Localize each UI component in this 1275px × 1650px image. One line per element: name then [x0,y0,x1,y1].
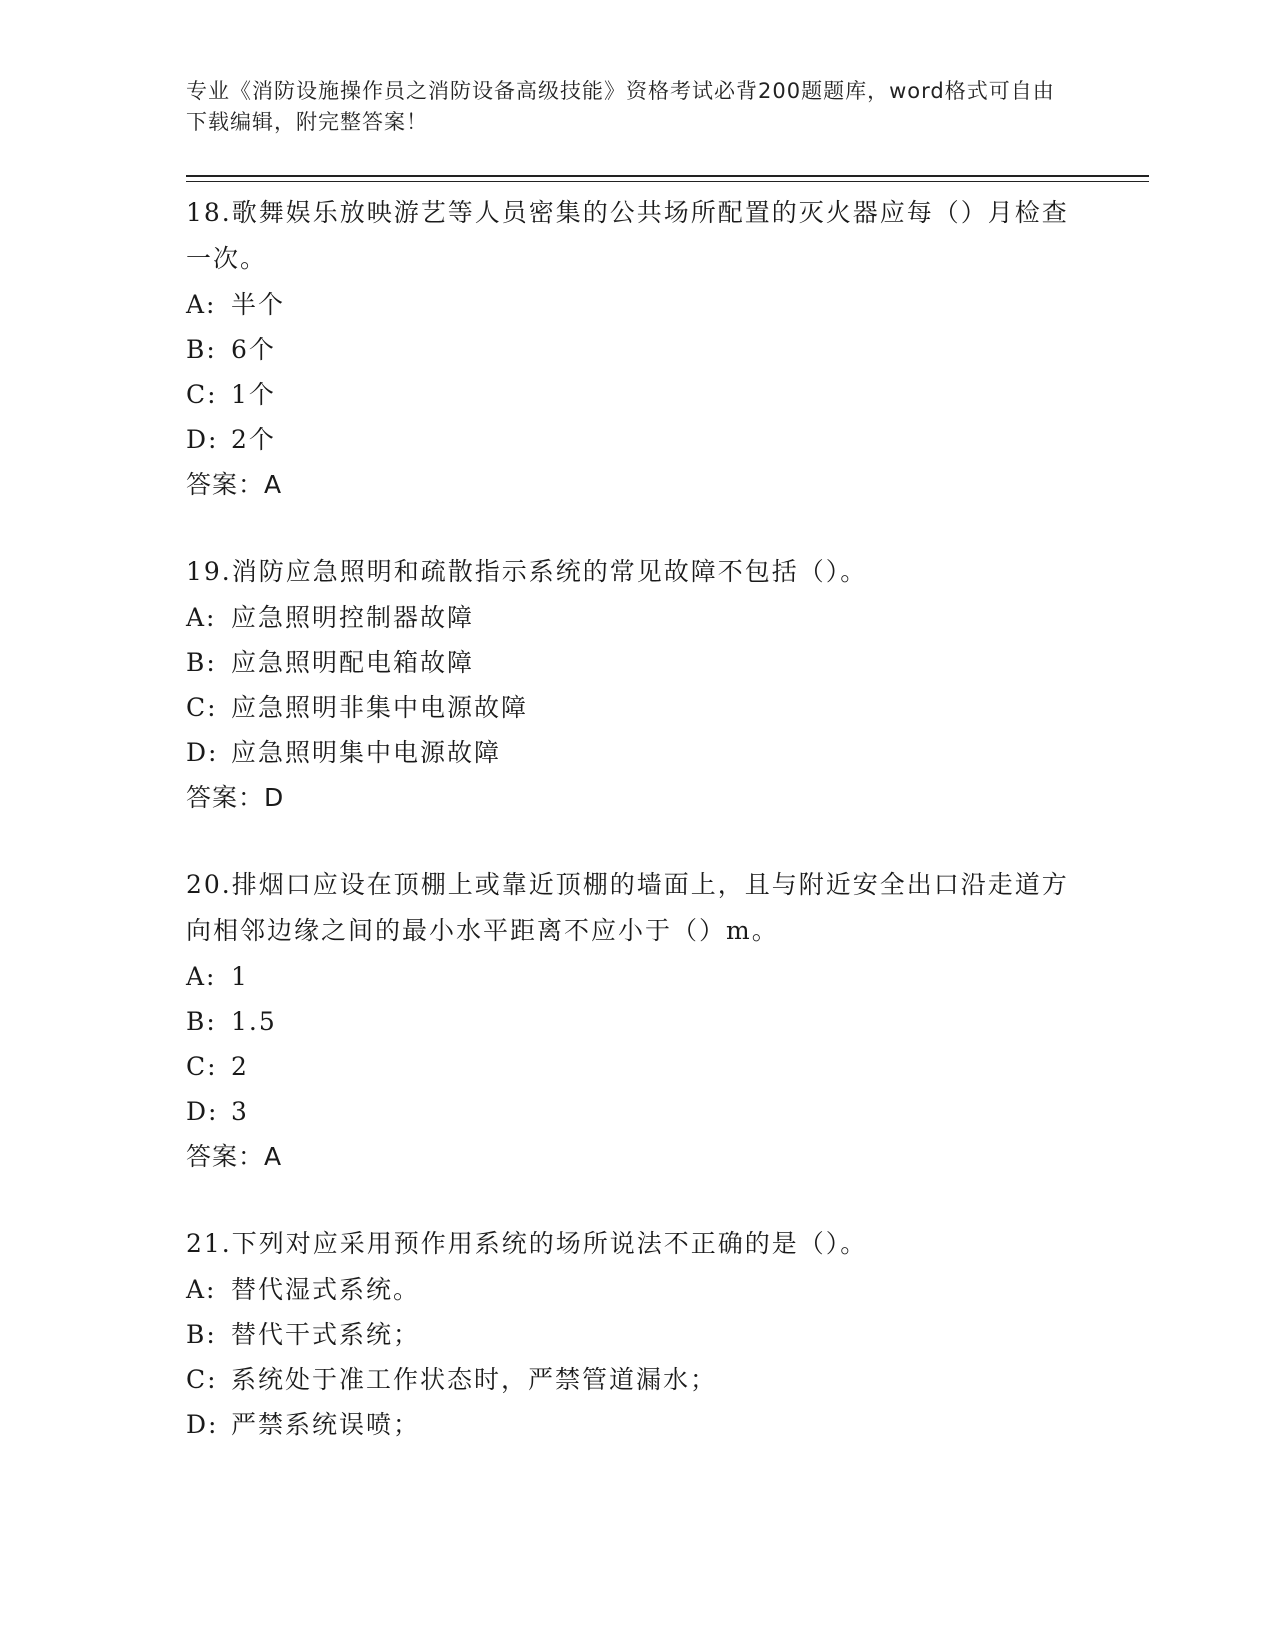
question-21 [186,1221,1086,1447]
option-text: 应急照明配电箱故障 [231,648,475,677]
option-c [186,685,1086,730]
question-stem: 18.歌舞娱乐放映游艺等人员密集的公共场所配置的灭火器应每（）月检查一次。 [186,198,1069,273]
question-stem: 21.下列对应采用预作用系统的场所说法不正确的是（）。 [186,1229,868,1258]
option-letter: B: [186,1320,217,1349]
question-19 [186,549,1086,820]
header-divider-thick [186,175,1149,177]
option-text: 3 [231,1097,249,1126]
option-text: 2个 [231,425,276,454]
option-b [186,640,1086,685]
option-letter: D: [186,425,219,454]
document-header: 专业《消防设施操作员之消防设备高级技能》资格考试必背200题题库，word格式可自由下载编辑，附完整答案！ [186,79,1055,134]
option-letter: C: [186,1052,218,1081]
option-c [186,1357,1086,1402]
option-b [186,1312,1086,1357]
question-list [186,190,1086,1489]
option-letter: C: [186,693,218,722]
option-letter: D: [186,1410,219,1439]
option-b [186,999,1086,1044]
option-text: 6个 [231,335,276,364]
option-text: 1.5 [231,1007,277,1036]
option-text: 1 [231,962,249,991]
option-d [186,1089,1086,1134]
option-d [186,417,1086,462]
option-letter: A: [186,962,217,991]
option-letter: A: [186,1275,217,1304]
option-a [186,954,1086,999]
question-20 [186,862,1086,1179]
option-letter: C: [186,1365,218,1394]
option-letter: A: [186,290,217,319]
question-18 [186,190,1086,507]
option-c [186,1044,1086,1089]
option-letter: D: [186,1097,219,1126]
option-letter: D: [186,738,219,767]
option-letter: A: [186,603,217,632]
option-text: 应急照明控制器故障 [231,603,475,632]
option-text: 1个 [231,380,276,409]
question-stem: 20.排烟口应设在顶棚上或靠近顶棚的墙面上，且与附近安全出口沿走道方向相邻边缘之间的最小水平距离不应小于（）m。 [186,870,1069,945]
option-a [186,595,1086,640]
header-divider-thin [186,181,1149,182]
answer-line: 答案：A [186,1142,283,1171]
option-letter: B: [186,648,217,677]
option-text: 半个 [231,290,286,319]
option-a [186,1267,1086,1312]
answer-line: 答案：A [186,470,283,499]
option-letter: B: [186,1007,217,1036]
option-d [186,730,1086,775]
option-letter: C: [186,380,218,409]
option-text: 2 [231,1052,249,1081]
option-d [186,1402,1086,1447]
question-stem: 19.消防应急照明和疏散指示系统的常见故障不包括（）。 [186,557,868,586]
option-b [186,327,1086,372]
option-letter: B: [186,335,217,364]
option-text: 严禁系统误喷； [231,1410,421,1439]
option-c [186,372,1086,417]
option-text: 替代湿式系统。 [231,1275,421,1304]
option-text: 系统处于准工作状态时，严禁管道漏水； [231,1365,718,1394]
option-a [186,282,1086,327]
option-text: 应急照明集中电源故障 [231,738,502,767]
option-text: 替代干式系统； [231,1320,421,1349]
option-text: 应急照明非集中电源故障 [231,693,529,722]
answer-line: 答案：D [186,783,285,812]
